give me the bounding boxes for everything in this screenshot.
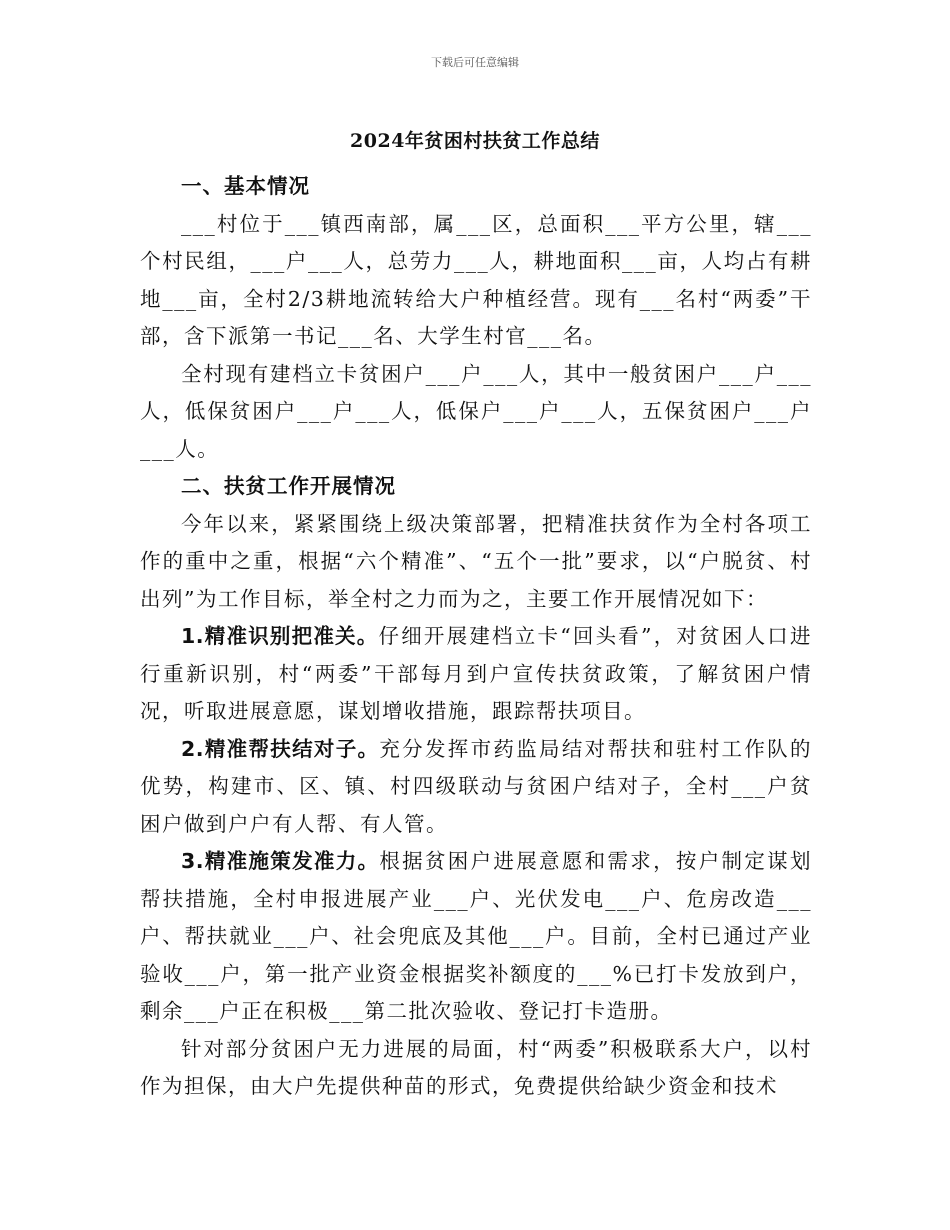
- item-1-lead: 1.精准识别把准关。: [181, 624, 379, 648]
- paragraph-basic-overview: ___村位于___镇西南部，属___区，总面积___平方公里，辖___个村民组，___户___人，总劳力___人，耕地面积___亩，人均占有耕地___亩，全村2/3耕地流转给大户种植经营。现有___名村“两委”干部，含下派第一书记___名、大学生村官___名。: [140, 211, 812, 348]
- item-3-lead: 3.精准施策发准力。: [181, 849, 380, 873]
- item-1-text: 仔细开展建档立卡“回头看”，对贫困人口进行重新识别，村“两委”干部每月到户宣传扶贫政策，了解贫困户情况，听取进展意愿，谋划增收措施，跟踪帮扶项目。: [140, 624, 812, 723]
- section-heading-work: 二、扶贫工作开展情况: [181, 474, 396, 498]
- item-2-lead: 2.精准帮扶结对子。: [181, 736, 380, 761]
- paragraph-item-3: [140, 843, 812, 1031]
- paragraph-item-1: [140, 618, 812, 731]
- paragraph-work-intro: 今年以来，紧紧围绕上级决策部署，把精准扶贫作为全村各项工作的重中之重，根据“六个精准”、“五个一批”要求，以“户脱贫、村出列”为工作目标，举全村之力而为之，主要工作开展情况如下：: [140, 511, 812, 611]
- document-body: [140, 168, 812, 1106]
- document-title: 2024年贫困村扶贫工作总结: [350, 130, 600, 152]
- header-note: 下载后可任意编辑: [431, 56, 519, 69]
- section-heading-basic: 一、基本情况: [181, 174, 310, 198]
- item-3-text: 根据贫困户进展意愿和需求，按户制定谋划帮扶措施，全村申报进展产业___户、光伏发电___户、危房改造___户、帮扶就业___户、社会兜底及其他___户。目前，全村已通过产业验收___户，第一批产业资金根据奖补额度的___%已打卡发放到户，剩余___户正在积极___第二批次验收、登记打卡造册。: [140, 849, 812, 1023]
- paragraph-support-measures: 针对部分贫困户无力进展的局面，村“两委”积极联系大户，以村作为担保，由大户先提供种苗的形式，免费提供给缺少资金和技术: [140, 1036, 812, 1098]
- paragraph-poverty-households: 全村现有建档立卡贫困户___户___人，其中一般贫困户___户___人，低保贫困户___户___人，低保户___户___人，五保贫困户___户___人。: [140, 361, 812, 461]
- item-2-text: 充分发挥市药监局结对帮扶和驻村工作队的优势，构建市、区、镇、村四级联动与贫困户结对子，全村___户贫困户做到户户有人帮、有人管。: [140, 736, 812, 836]
- paragraph-item-2: [140, 731, 812, 844]
